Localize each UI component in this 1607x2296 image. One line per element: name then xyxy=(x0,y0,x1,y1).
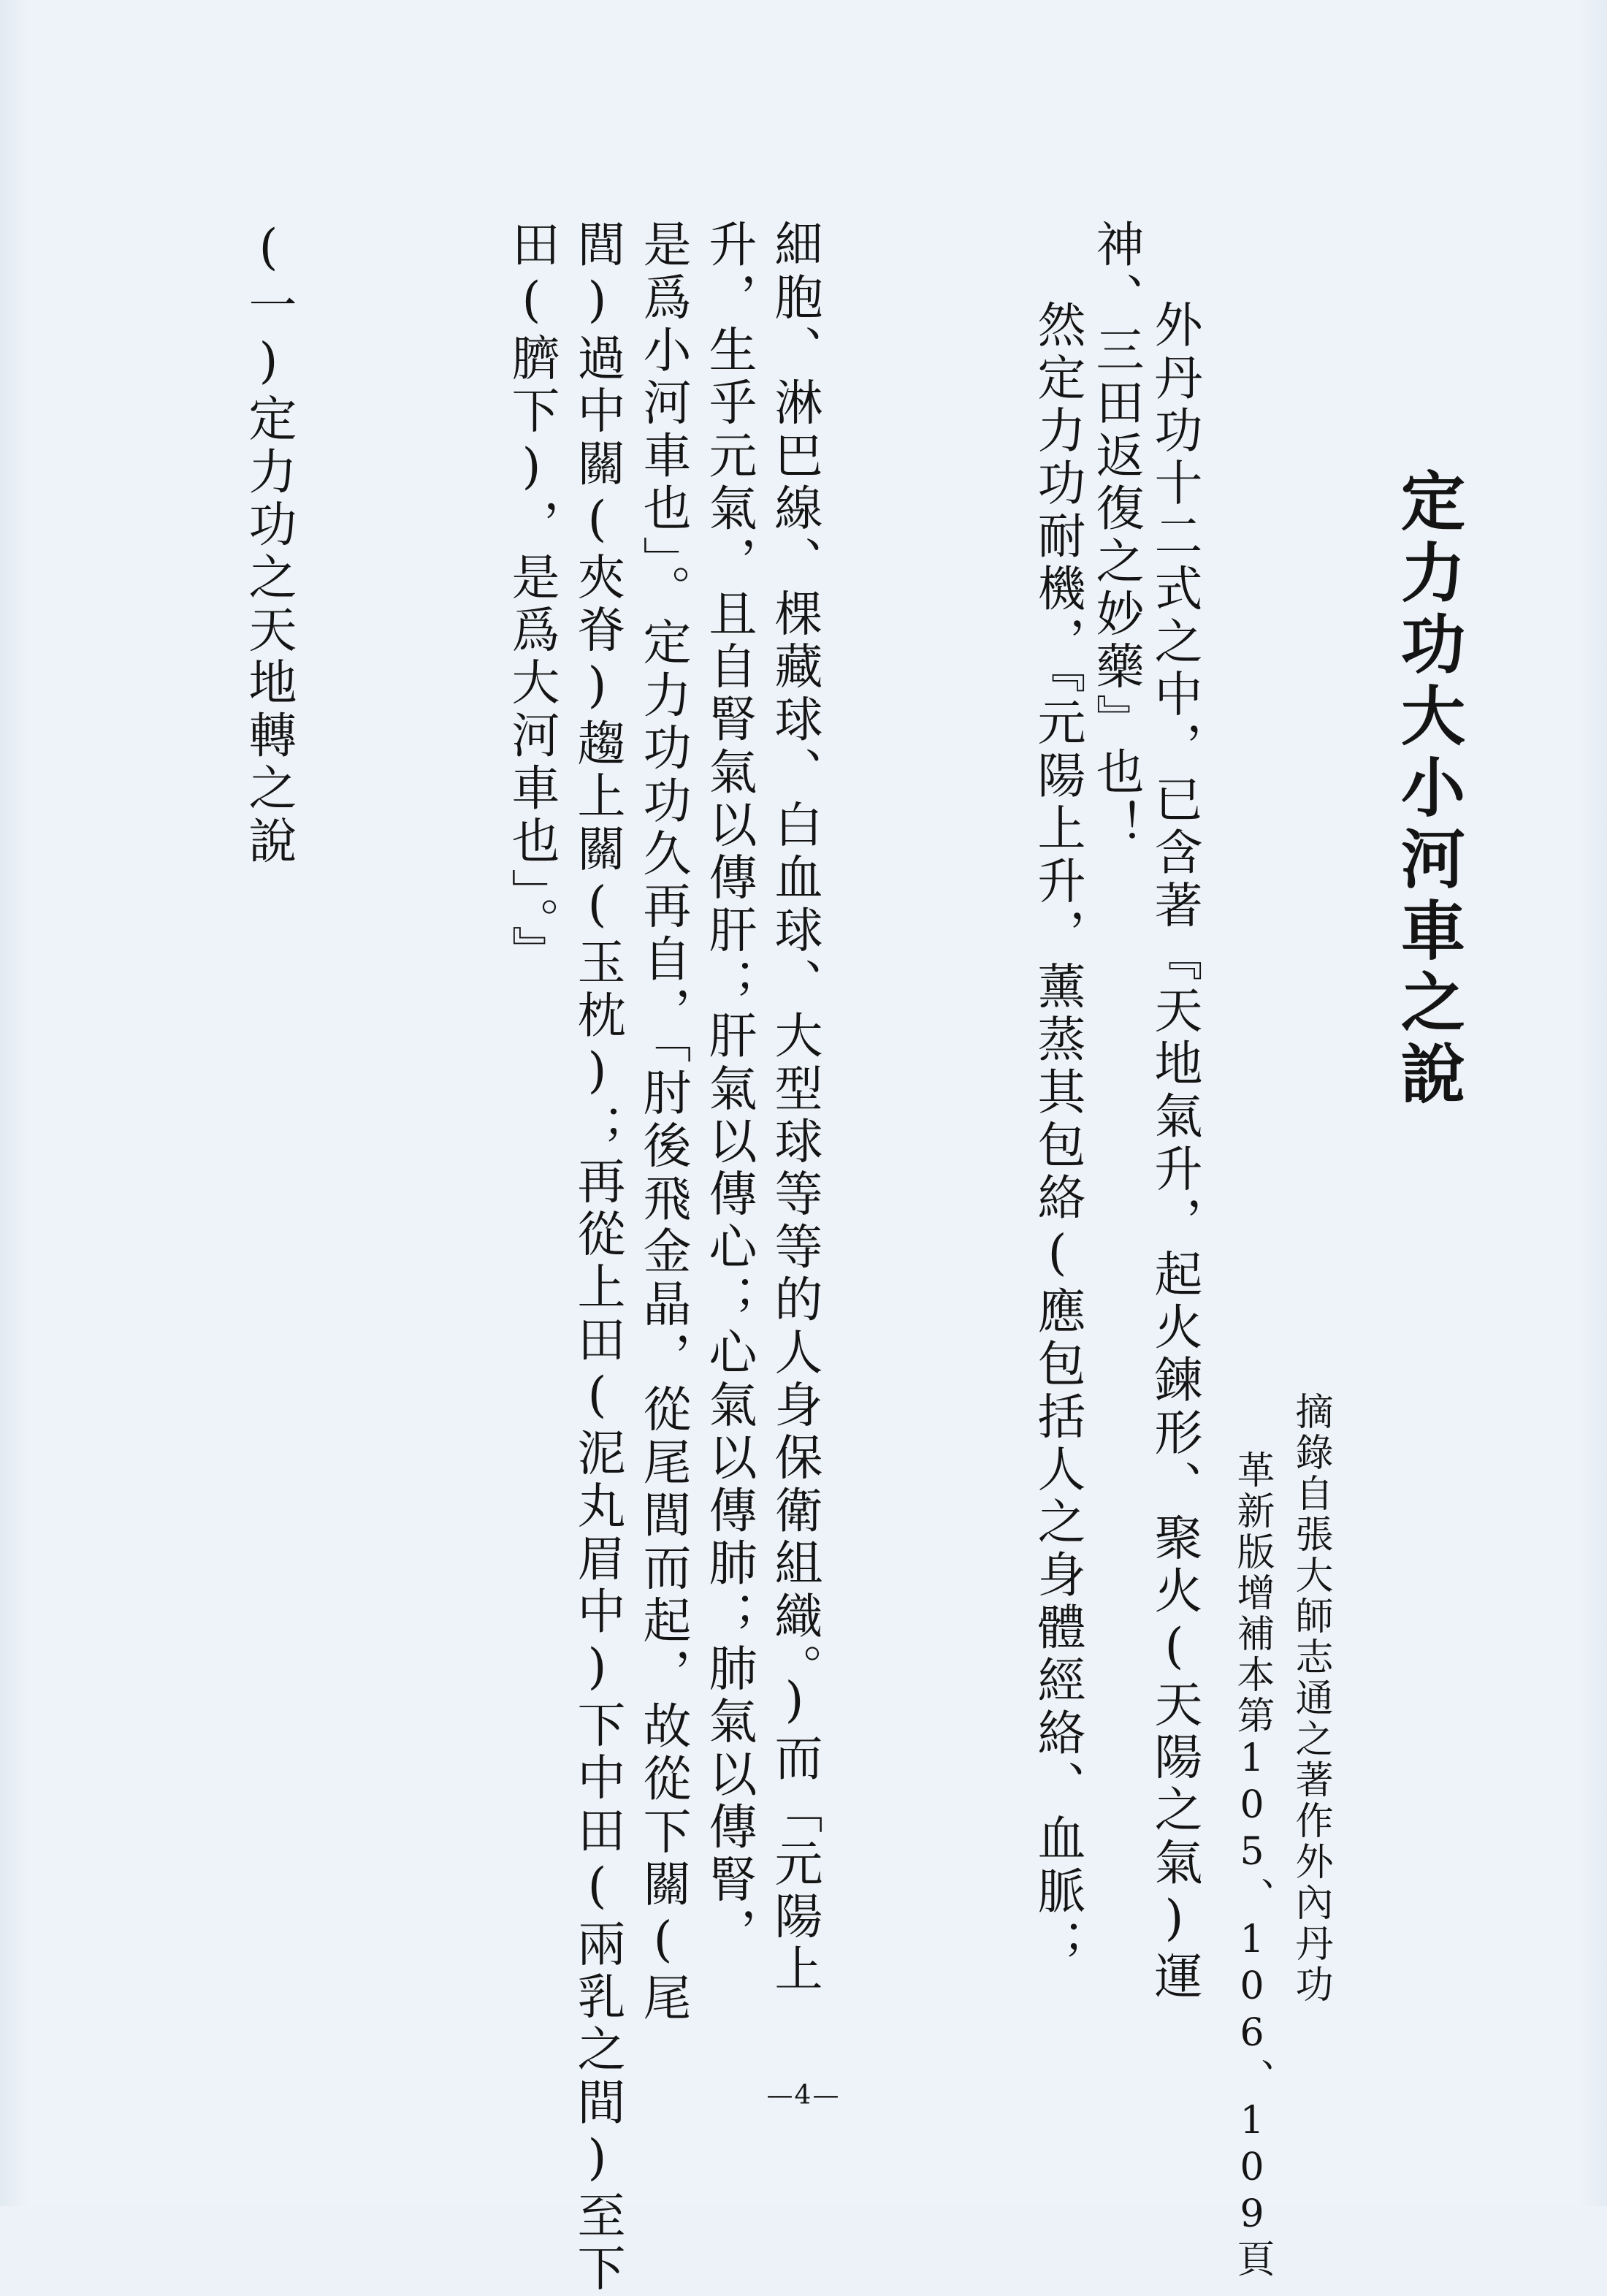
section-subheading: (一)定力功之天地轉之說 xyxy=(240,219,297,869)
page-title: 定力功大小河車之說 xyxy=(1391,468,1467,1112)
body-column-8: 田(臍下)，是爲大河車也」。』 xyxy=(503,219,560,978)
source-citation-line-2: 革新版增補本第105、106、109頁 xyxy=(1230,1450,1274,2280)
body-column-5: 升，生乎元氣，且自腎氣以傳肝；肝氣以傳心；心氣以傳肺；肺氣以傳腎， xyxy=(701,219,757,1960)
body-column-6: 是爲小河車也」。定力功功久再自，「肘後飛金晶，從尾閭而起，故從下關(尾 xyxy=(635,219,691,2025)
body-column-2: 神、三田返復之妙藥』也！ xyxy=(1088,219,1144,853)
body-column-3: 然定力功耐機，『元陽上升，薰蒸其包絡(應包括人之身體經絡、血脈； xyxy=(1029,300,1085,1972)
source-citation-line-1: 摘錄自張大師志通之著作外內丹功 xyxy=(1289,1392,1332,2005)
page-number: —4— xyxy=(766,2080,841,2110)
body-column-7: 閭)過中關(夾脊)趨上關(玉枕)；再從上田(泥丸眉中)下中田(兩乳之間)至下 xyxy=(569,219,625,2296)
body-column-4: 細胞、淋巴線、棵藏球、白血球、大型球等等的人身保衛組織。)而「元陽上 xyxy=(766,219,822,1996)
body-column-1: 外丹功十二式之中，已含著『天地氣升，起火鍊形、聚火(天陽之氣)運 xyxy=(1146,300,1202,2004)
